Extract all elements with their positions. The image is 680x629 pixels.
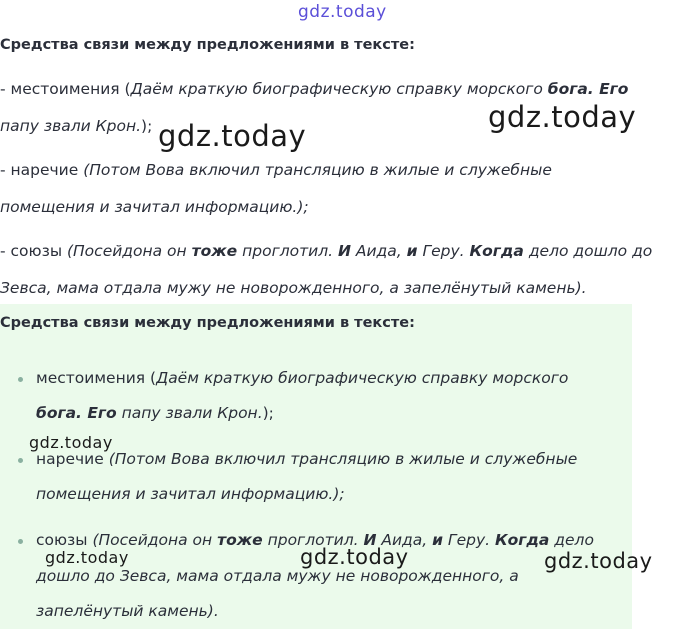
item-tail: ); bbox=[141, 117, 153, 135]
item-adverb-line-1 bbox=[36, 450, 577, 468]
item-pronouns-line-1 bbox=[0, 80, 628, 98]
item-prefix: местоимения ( bbox=[36, 369, 157, 387]
item-example: дело bbox=[549, 531, 594, 549]
section-heading: Средства связи между предложениями в тексте: bbox=[0, 315, 415, 331]
watermark-medium: gdz.today bbox=[544, 549, 653, 573]
item-example: Аида, bbox=[350, 242, 407, 260]
bullet-icon bbox=[18, 458, 23, 463]
item-conjunctions-line-2: дошло до Зевса, мама отдала мужу не новорожденного, а bbox=[36, 567, 519, 585]
watermark-top: gdz.today bbox=[298, 2, 387, 22]
item-prefix: союзы bbox=[36, 531, 93, 549]
item-example: Аида, bbox=[376, 531, 433, 549]
section-heading: Средства связи между предложениями в тексте: bbox=[0, 37, 415, 53]
item-example: Геру. bbox=[417, 242, 470, 260]
watermark-large: gdz.today bbox=[158, 119, 307, 153]
item-adverb-line-2: помещения и зачитал информацию.); bbox=[0, 198, 309, 216]
item-prefix: наречие bbox=[36, 450, 109, 468]
item-adverb-line-1 bbox=[0, 161, 552, 179]
item-adverb-line-2: помещения и зачитал информацию.); bbox=[36, 485, 345, 503]
item-keyword: и bbox=[432, 531, 443, 549]
item-prefix: - наречие bbox=[0, 161, 84, 179]
item-keyword: тоже bbox=[217, 531, 263, 549]
item-keyword: бога. Его bbox=[547, 80, 629, 98]
bullet-icon bbox=[18, 377, 23, 382]
item-example: папу звали Крон. bbox=[0, 117, 142, 135]
item-prefix: - союзы bbox=[0, 242, 67, 260]
item-example: Геру. bbox=[443, 531, 495, 549]
item-keyword: и bbox=[406, 242, 418, 260]
item-example: (Посейдона он bbox=[66, 242, 192, 260]
item-prefix: - местоимения ( bbox=[0, 80, 131, 98]
item-example: проглотил. bbox=[262, 531, 364, 549]
watermark-medium: gdz.today bbox=[300, 545, 409, 569]
watermark-large: gdz.today bbox=[488, 100, 637, 134]
item-tail: ); bbox=[262, 404, 274, 422]
item-conjunctions-line-3: запелёнутый камень). bbox=[36, 602, 219, 620]
item-example: (Посейдона он bbox=[92, 531, 218, 549]
item-example: Даём краткую биографическую справку морского bbox=[156, 369, 569, 387]
item-example: дело дошло до bbox=[523, 242, 653, 260]
item-keyword: Когда bbox=[469, 242, 524, 260]
item-keyword: бога. Его bbox=[36, 404, 117, 422]
item-pronouns-line-1 bbox=[36, 369, 568, 387]
item-example: проглотил. bbox=[237, 242, 338, 260]
item-example: папу звали Крон. bbox=[116, 404, 263, 422]
item-conjunctions-line-2: Зевса, мама отдала мужу не новорожденного, а запелёнутый камень). bbox=[0, 279, 587, 297]
item-keyword: Когда bbox=[494, 531, 550, 549]
watermark-small: gdz.today bbox=[29, 433, 113, 452]
item-pronouns-line-2 bbox=[0, 117, 152, 135]
item-example: Даём краткую биографическую справку морского bbox=[130, 80, 548, 98]
bullet-icon bbox=[18, 539, 23, 544]
item-keyword: тоже bbox=[191, 242, 238, 260]
item-example: (Потом Вова включил трансляцию в жилые и служебные bbox=[108, 450, 578, 468]
item-example: (Потом Вова включил трансляцию в жилые и служебные bbox=[83, 161, 552, 179]
item-keyword: И bbox=[363, 531, 377, 549]
item-pronouns-line-2 bbox=[36, 404, 274, 422]
watermark-small: gdz.today bbox=[45, 548, 129, 567]
item-conjunctions-line-1 bbox=[0, 242, 652, 260]
item-keyword: И bbox=[337, 242, 351, 260]
